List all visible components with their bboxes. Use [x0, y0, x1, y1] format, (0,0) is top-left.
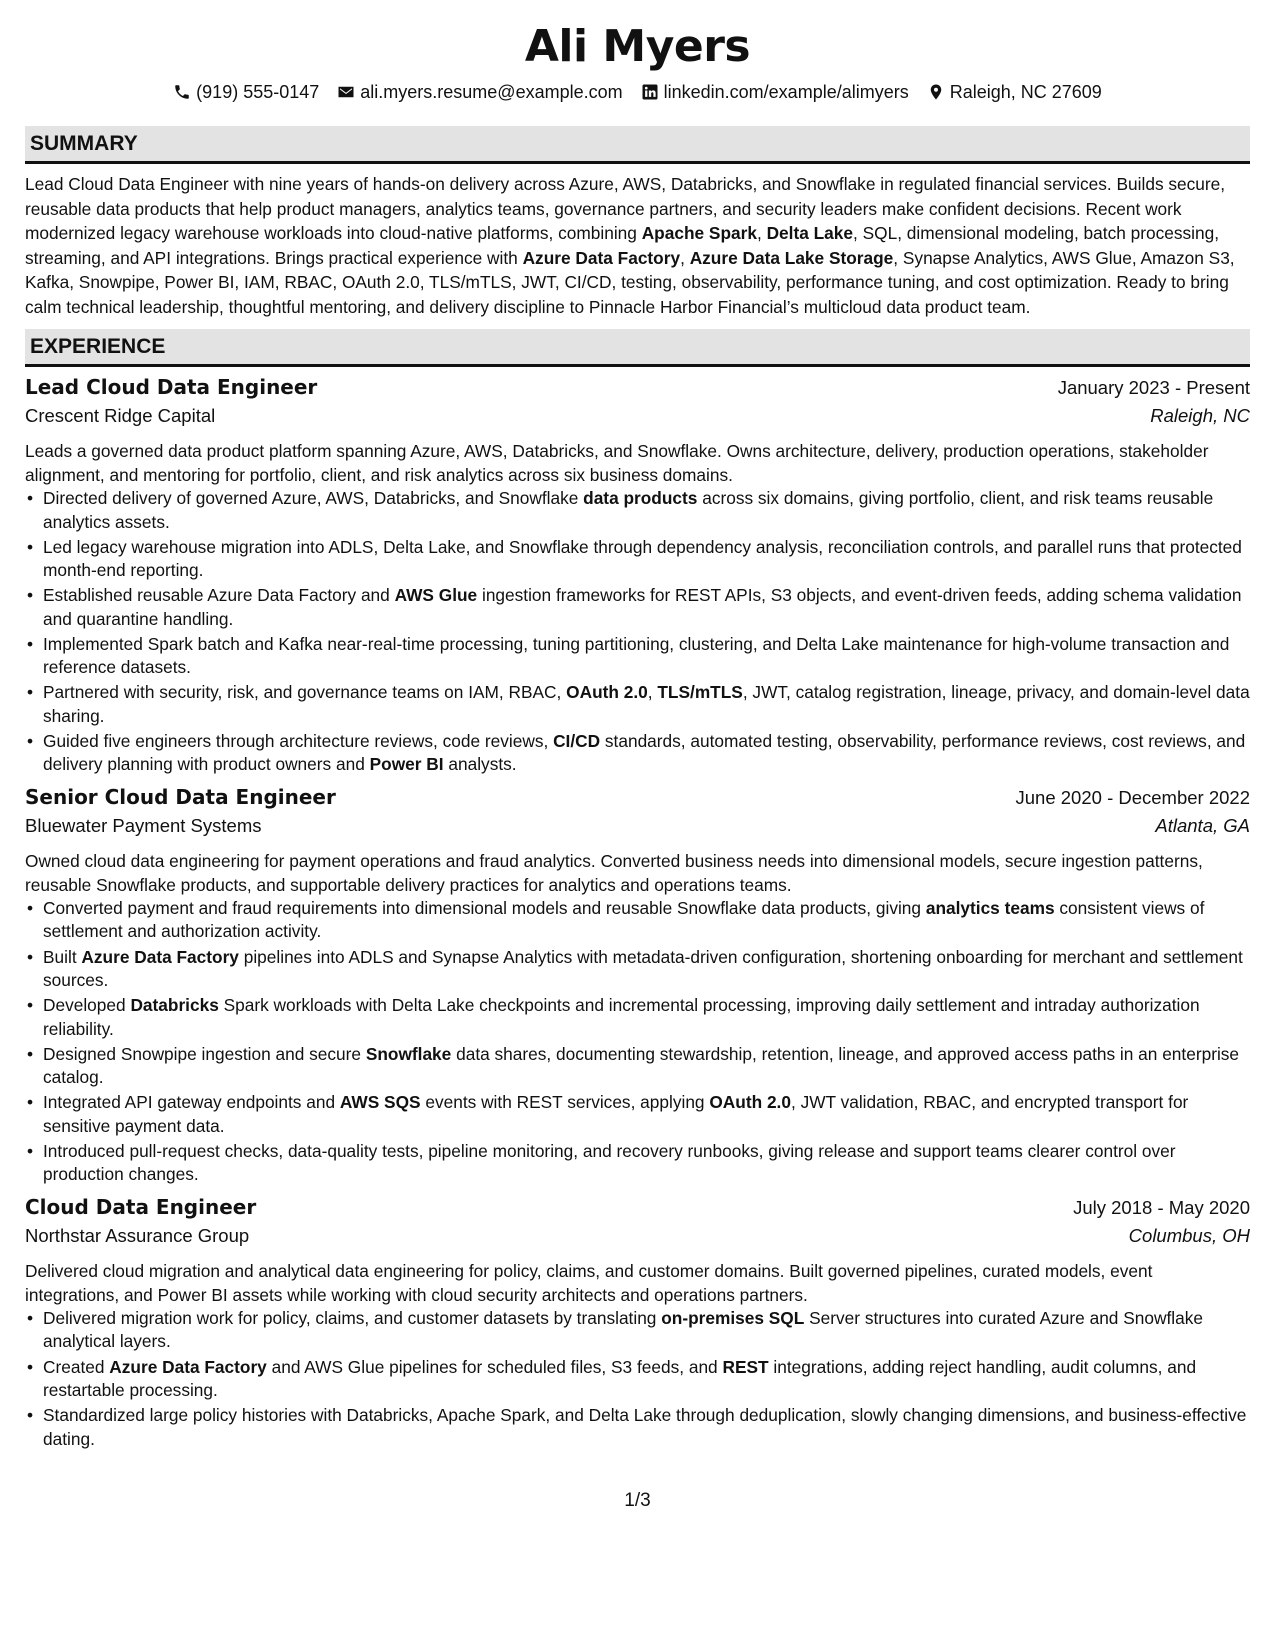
phone-text: (919) 555-0147: [196, 82, 320, 102]
text-run: Standardized large policy histories with Databricks, Apache Spark, and Delta Lake through deduplication, slowly changing dimensions, and business-effective dating.: [43, 1405, 1247, 1449]
bold-keyword: Snowflake: [365, 1043, 452, 1064]
bold-keyword: OAuth 2.0: [709, 1092, 791, 1113]
text-run: Spark workloads with Delta Lake checkpoints and incremental processing, improving daily settlement and intraday authorization reliability.: [43, 995, 1200, 1039]
job-dates: January 2023 - Present: [1057, 377, 1250, 398]
text-run: integrations, adding reject handling, audit columns, and restartable processing.: [43, 1356, 1197, 1401]
text-run: ingestion frameworks for REST APIs, S3 objects, and event-driven feeds, adding schema validation and quarantine handling.: [43, 585, 1242, 629]
text-run: , Synapse Analytics, AWS Glue, Amazon S3, Kafka, Snowpipe, Power BI, IAM, RBAC, OAuth 2.0, TLS/mTLS, JWT, CI/CD, testing, observability, performance tuning, and cost optimization. Ready to bring calm technical leadership, thoughtful mentoring, and delivery discipline to Pinnacle Harbor Financial’s multicloud data product team.: [25, 247, 1235, 317]
text-run: across six domains, giving portfolio, client, and risk teams reusable analytics assets.: [43, 488, 1214, 532]
job-description: Leads a governed data product platform spanning Azure, AWS, Databricks, and Snowflake. Owns architecture, delivery, production operations, stakeholder alignment, and mentoring for portfolio, client, and risk analytics across six business domains.: [25, 441, 1209, 485]
linkedin-link[interactable]: linkedin.com/example/alimyers: [663, 82, 909, 102]
text-run: events with REST services, applying: [420, 1092, 710, 1113]
bold-keyword: REST: [722, 1356, 769, 1377]
job-title: Senior Cloud Data Engineer: [25, 784, 336, 809]
job-bullet: [25, 1043, 1250, 1090]
bold-keyword: OAuth 2.0: [566, 682, 648, 703]
job-title: Cloud Data Engineer: [25, 1194, 257, 1219]
resume-page: [25, 20, 1250, 1453]
text-run: analysts.: [443, 754, 517, 775]
job-bullet: [25, 536, 1250, 583]
bold-keyword: Apache Spark: [641, 223, 757, 243]
job-bullets: [25, 1307, 1250, 1451]
text-run: Introduced pull-request checks, data-quality tests, pipeline monitoring, and recovery runbooks, giving release and support teams clearer control over production changes.: [43, 1140, 1176, 1185]
job-bullets: [25, 487, 1250, 777]
text-run: ,: [680, 247, 690, 268]
bold-keyword: CI/CD: [553, 730, 601, 751]
contact-phone: [173, 80, 319, 104]
job-description: Owned cloud data engineering for payment operations and fraud analytics. Converted business needs into dimensional models, secure ingestion patterns, reusable Snowflake products, and supportable delivery practices for analytics and operations teams.: [25, 850, 1203, 895]
text-run: Developed: [43, 995, 131, 1016]
job-company: Crescent Ridge Capital: [25, 405, 216, 426]
text-run: , JWT, catalog registration, lineage, privacy, and domain-level data sharing.: [43, 682, 1250, 726]
text-run: Designed Snowpipe ingestion and secure: [43, 1043, 366, 1064]
bold-keyword: AWS Glue: [394, 585, 478, 606]
email-link[interactable]: ali.myers.resume@example.com: [360, 82, 623, 102]
text-run: Converted payment and fraud requirements into dimensional models and reusable Snowflake data products, giving: [43, 897, 926, 918]
job-location: Columbus, OH: [1128, 1224, 1250, 1246]
envelope-icon: [337, 83, 355, 101]
text-run: ,: [647, 682, 658, 703]
bold-keyword: Azure Data Factory: [81, 946, 239, 967]
text-run: Partnered with security, risk, and governance teams on IAM, RBAC,: [43, 682, 567, 703]
experience-list: [25, 375, 1250, 1451]
job-company: Bluewater Payment Systems: [25, 814, 262, 836]
bold-keyword: Delta Lake: [766, 223, 854, 243]
text-run: standards, automated testing, observability, performance reviews, cost reviews, and delivery planning with product owners and: [43, 730, 1246, 775]
job-bullet: [25, 730, 1250, 777]
job-company: Northstar Assurance Group: [25, 1224, 250, 1246]
location-text: Raleigh, NC 27609: [949, 82, 1102, 102]
phone-icon: [173, 83, 191, 101]
text-run: , JWT validation, RBAC, and encrypted transport for sensitive payment data.: [43, 1092, 1189, 1136]
text-run: Established reusable Azure Data Factory and: [43, 585, 395, 606]
contact-email[interactable]: [337, 80, 622, 104]
text-run: Delivered migration work for policy, claims, and customer datasets by translating: [43, 1307, 662, 1328]
job-bullet: [25, 1307, 1250, 1354]
job-dates: July 2018 - May 2020: [1073, 1196, 1250, 1218]
text-run: Led legacy warehouse migration into ADLS, Delta Lake, and Snowflake through dependency analysis, reconciliation controls, and parallel runs that protected month-end reporting.: [43, 536, 1242, 581]
bold-keyword: Power BI: [369, 754, 444, 775]
job-bullet: [25, 584, 1250, 631]
bold-keyword: TLS/mTLS: [657, 682, 743, 703]
text-run: Directed delivery of governed Azure, AWS, Databricks, and Snowflake: [43, 488, 584, 508]
job-bullet: [25, 487, 1250, 534]
contact-linkedin[interactable]: [641, 80, 909, 104]
text-run: data shares, documenting stewardship, retention, lineage, and approved access paths in an enterprise catalog.: [43, 1043, 1240, 1088]
text-run: consistent views of settlement and authorization activity.: [43, 897, 1205, 942]
contact-bar: [25, 80, 1250, 104]
job-description: Delivered cloud migration and analytical data engineering for policy, claims, and customer domains. Built governed pipelines, curated models, event integrations, and Power BI assets while working with cloud security architects and operations partners.: [25, 1260, 1153, 1305]
bold-keyword: data products: [583, 488, 698, 508]
text-run: Integrated API gateway endpoints and: [43, 1092, 340, 1113]
bold-keyword: Azure Data Factory: [109, 1356, 267, 1377]
bold-keyword: analytics teams: [925, 897, 1055, 918]
summary-paragraph: [25, 172, 1250, 319]
job-location: Atlanta, GA: [1155, 814, 1250, 836]
job-entry: [25, 785, 1250, 1187]
candidate-name: Ali Myers: [524, 21, 751, 72]
bold-keyword: Databricks: [130, 995, 219, 1016]
job-bullet: [25, 1091, 1250, 1138]
text-run: Created: [43, 1356, 110, 1377]
text-run: pipelines into ADLS and Synapse Analytics with metadata-driven configuration, shortening onboarding for merchant and settlement sources.: [43, 946, 1243, 991]
text-run: Server structures into curated Azure and Snowflake analytical layers.: [43, 1307, 1203, 1352]
job-bullet: [25, 994, 1250, 1041]
section-header-summary: SUMMARY: [25, 126, 1250, 164]
text-run: Lead Cloud Data Engineer with nine years of hands-on delivery across Azure, AWS, Databricks, and Snowflake in regulated financial services. Builds secure, reusable data products that help product managers, analytics teams, governance partners, and security leaders make confident decisions. Recent work modernized legacy warehouse workloads into cloud-native platforms, combining: [25, 174, 1226, 243]
section-header-experience: EXPERIENCE: [25, 329, 1250, 367]
contact-location: [927, 80, 1102, 104]
text-run: Implemented Spark batch and Kafka near-real-time processing, tuning partitioning, clustering, and Delta Lake maintenance for high-volume transaction and reference datasets.: [43, 633, 1230, 678]
text-run: , SQL, dimensional modeling, batch processing, streaming, and API integrations. Brings practical experience with: [25, 223, 1220, 268]
bold-keyword: Azure Data Lake Storage: [689, 247, 894, 268]
job-bullets: [25, 897, 1250, 1187]
job-title: Lead Cloud Data Engineer: [25, 375, 318, 399]
text-run: and AWS Glue pipelines for scheduled files, S3 feeds, and: [266, 1356, 723, 1377]
job-bullet: [25, 1356, 1250, 1403]
job-bullet: [25, 681, 1250, 728]
job-bullet: [25, 1140, 1250, 1187]
job-bullet: [25, 946, 1250, 993]
text-run: Guided five engineers through architecture reviews, code reviews,: [43, 730, 554, 751]
job-entry: [25, 1195, 1250, 1451]
bold-keyword: Azure Data Factory: [522, 247, 681, 268]
job-entry: [25, 375, 1250, 777]
linkedin-icon: [641, 83, 659, 101]
bold-keyword: AWS SQS: [339, 1092, 421, 1113]
bold-keyword: on-premises SQL: [661, 1307, 805, 1328]
text-run: ,: [756, 223, 767, 243]
text-run: Built: [43, 946, 82, 967]
job-bullet: [25, 1404, 1250, 1451]
job-dates: June 2020 - December 2022: [1015, 786, 1250, 808]
page-number: 1/3: [624, 1490, 651, 1511]
job-location: Raleigh, NC: [1150, 405, 1250, 426]
map-pin-icon: [927, 83, 945, 101]
job-bullet: [25, 897, 1250, 944]
job-bullet: [25, 633, 1250, 680]
